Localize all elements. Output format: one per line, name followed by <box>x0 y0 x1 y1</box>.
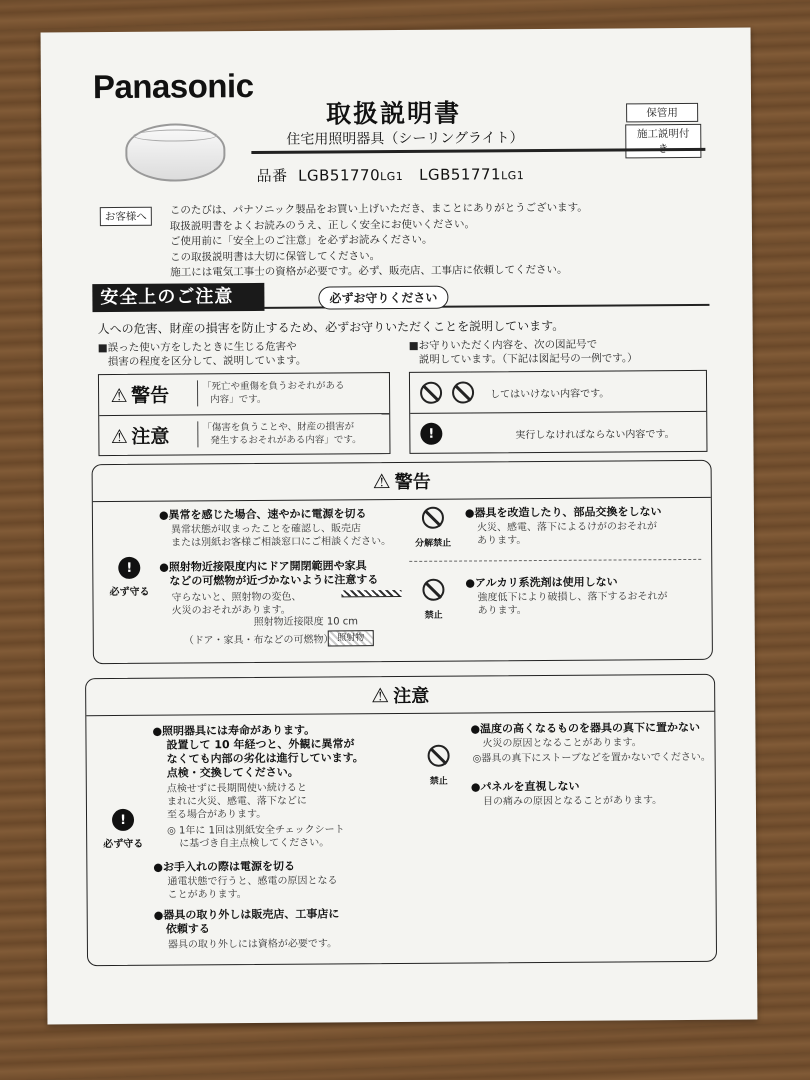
severity-note-line: 損害の程度を区分して、説明しています。 <box>107 354 307 369</box>
clearance-limit: 照射物近接限度 10 cm <box>253 616 359 629</box>
severity-note-line: ■誤った使い方をしたときに生じる危害や <box>97 340 297 355</box>
caution-row <box>99 413 389 456</box>
caution-item-4-body <box>472 736 711 766</box>
prohibit-marker <box>409 579 457 621</box>
caution-desc: 発生するおそれがある内容」です。 <box>210 434 362 447</box>
caution-triangle-icon: ⚠ <box>371 683 390 708</box>
prohibited-icon <box>428 745 450 767</box>
body-line: まれに火災、感電、落下などに <box>166 795 307 808</box>
safety-banner: 安全上のご注意 <box>92 283 264 312</box>
no-disassembly-label: 分解禁止 <box>415 538 452 549</box>
customer-label: お客様へ <box>100 207 152 226</box>
symbol-note <box>409 337 638 367</box>
body-line: または別紙お客様ご相談窓口にご相談ください。 <box>171 536 392 549</box>
brand-logo: Panasonic <box>92 67 254 106</box>
warning-heading-text: 警告 <box>394 471 431 494</box>
symbol-table <box>409 370 708 454</box>
document-title: 取扱説明書 <box>326 98 462 129</box>
mandatory-icon: ! <box>420 423 442 445</box>
ceiling-fixture <box>341 590 401 597</box>
model-numbers <box>256 163 524 186</box>
document-subtitle: 住宅用照明器具（シーリングライト） <box>286 130 524 148</box>
no-disassembly-marker <box>409 507 457 549</box>
intro-line: ご使用前に「安全上のご注意」を必ずお読みください。 <box>169 233 433 248</box>
caution-item-1-heading <box>152 723 364 780</box>
instruction-sheet <box>41 28 758 1025</box>
heading-line: ●照射物近接限度内にドア開閉範囲や家具 <box>159 559 367 574</box>
flammable-note: （ドア・家具・布などの可燃物） <box>183 634 334 647</box>
warning-item-2-heading <box>159 559 378 589</box>
must-text: 実行しなければならない内容です。 <box>515 429 675 442</box>
warning-item-4-body <box>477 590 667 617</box>
caution-item-5-heading: ●パネルを直視しない <box>470 779 580 794</box>
intro-line: 施工には電気工事士の資格が必要です。必ず、販売店、工事店に依頼してください。 <box>170 263 568 279</box>
warning-section <box>92 460 713 664</box>
caution-desc: 「傷害を負うことや、財産の損害が <box>202 421 355 434</box>
ceiling-light-illustration <box>125 123 225 182</box>
model-2: LGB51771 <box>419 165 502 184</box>
body-line: 守らないと、照射物の変色、 <box>171 591 302 604</box>
warning-heading <box>93 461 711 502</box>
must-follow-pill: 必ずお守りください <box>318 286 448 310</box>
heading-line: 依頼する <box>165 922 210 936</box>
safety-lead: 人への危害、財産の損害を防止するため、必ずお守りいただくことを説明しています。 <box>97 318 565 337</box>
warning-word: 警告 <box>131 384 170 407</box>
severity-table <box>98 372 391 456</box>
must-follow-label: 必ず守る <box>109 586 150 599</box>
model-1: LGB51770 <box>298 166 381 185</box>
heading-line: などの可燃物が近づかないように注意する <box>169 573 379 588</box>
heading-line: 点検・交換してください。 <box>166 765 299 780</box>
warning-item-1-body <box>171 522 391 550</box>
warning-item-3-heading: ●器具を改造したり、部品交換をしない <box>464 505 662 520</box>
body-line: 至る場合があります。 <box>166 808 267 821</box>
caution-item-3-body: 器具の取り外しには資格が必要です。 <box>167 938 338 951</box>
flammable-object-box: 照射物 <box>328 630 374 646</box>
prohibit-label: 禁止 <box>424 610 443 621</box>
heading-line: ●照明器具には寿命があります。 <box>152 723 316 738</box>
prohibit-label: 禁止 <box>429 776 448 787</box>
prohibited-icon <box>420 382 442 404</box>
warning-item-2-body <box>171 591 301 618</box>
prohibited-icon <box>422 579 444 601</box>
heading-line: 設置して 10 年経つと、外観に異常が <box>166 737 355 752</box>
mandatory-icon: ! <box>112 809 134 831</box>
no-disassembly-icon <box>452 381 474 403</box>
caution-item-2-heading: ●お手入れの際は電源を切る <box>153 859 296 874</box>
caution-heading <box>86 675 714 716</box>
warning-row <box>99 373 389 415</box>
body-line: に基づき自主点検してください。 <box>179 837 330 850</box>
intro-line: 取扱説明書をよくお読みのうえ、正しく安全にお使いください。 <box>169 217 476 233</box>
prohibit-marker <box>417 745 461 787</box>
prohibit-text: してはいけない内容です。 <box>490 388 610 401</box>
body-line: 異常状態が収まったことを確認し、販売店 <box>170 523 362 536</box>
caution-item-2-body <box>167 874 337 901</box>
mandatory-icon: ! <box>118 557 140 579</box>
caution-word: 注意 <box>131 425 170 448</box>
body-line: 通電状態で行うと、感電の原因となる <box>167 875 338 888</box>
model-label: 品番 <box>256 166 288 185</box>
warning-desc: 「死亡や重傷を負うおそれがある <box>201 380 345 393</box>
tag-keep: 保管用 <box>626 103 698 123</box>
warning-desc: 内容」です。 <box>210 393 267 406</box>
caution-triangle-icon: ⚠ <box>110 425 128 449</box>
tag-install: 施工説明付き <box>625 124 701 159</box>
symbol-note-line: 説明しています。（下記は図記号の一例です。） <box>418 352 638 366</box>
warning-triangle-icon: ⚠ <box>110 384 128 408</box>
body-line: ことがあります。 <box>167 889 247 901</box>
caution-item-1-body <box>167 781 345 850</box>
body-line: 強度低下により破損し、落下するおそれが <box>477 591 668 604</box>
intro-text <box>170 200 721 281</box>
must-follow-marker <box>101 809 145 850</box>
body-line: ◎ 1年に 1回は別紙安全チェックシート <box>167 824 345 837</box>
body-line: 点検せずに長期間使い続けると <box>166 782 307 795</box>
caution-heading-text: 注意 <box>393 685 430 708</box>
warning-triangle-icon: ⚠ <box>372 469 391 494</box>
model-2-suffix: LG1 <box>501 169 525 183</box>
warning-item-4-heading: ●アルカリ系洗剤は使用しない <box>465 575 618 590</box>
body-line: 火災のおそれがあります。 <box>171 604 291 617</box>
heading-line: なくても内部の劣化は進行しています。 <box>166 751 364 766</box>
body-line: 火災、感電、落下によるけがのおそれが <box>476 521 658 534</box>
caution-item-4-heading: ●温度の高くなるものを器具の真下に置かない <box>470 720 701 736</box>
caution-item-5-body: 目の痛みの原因となることがあります。 <box>482 795 663 808</box>
warning-item-3-body <box>477 520 657 547</box>
item-divider <box>409 559 701 562</box>
must-follow-label: 必ず守る <box>103 838 144 851</box>
caution-section <box>85 674 717 966</box>
body-line: ◎器具の真下にストーブなどを置かないでください。 <box>472 751 711 765</box>
must-row <box>410 411 706 454</box>
body-line: 火災の原因となることがあります。 <box>482 737 642 750</box>
intro-line: このたびは、パナソニック製品をお買い上げいただき、まことにありがとうございます。 <box>169 201 588 217</box>
symbol-note-line: ■お守りいただく内容を、次の図記号で <box>408 338 598 352</box>
no-disassembly-icon <box>422 507 444 529</box>
caution-item-3-heading <box>154 907 340 936</box>
intro-line: この取扱説明書は大切に保管してください。 <box>170 249 381 264</box>
body-line: あります。 <box>477 605 527 617</box>
heading-line: ●器具の取り外しは販売店、工事店に <box>153 907 340 922</box>
model-1-suffix: LG1 <box>380 169 404 184</box>
severity-note <box>98 340 307 369</box>
prohibit-row <box>410 371 706 413</box>
must-follow-marker <box>107 557 151 598</box>
warning-item-1-heading: ●異常を感じた場合、速やかに電源を切る <box>158 507 367 522</box>
body-line: あります。 <box>477 535 527 547</box>
